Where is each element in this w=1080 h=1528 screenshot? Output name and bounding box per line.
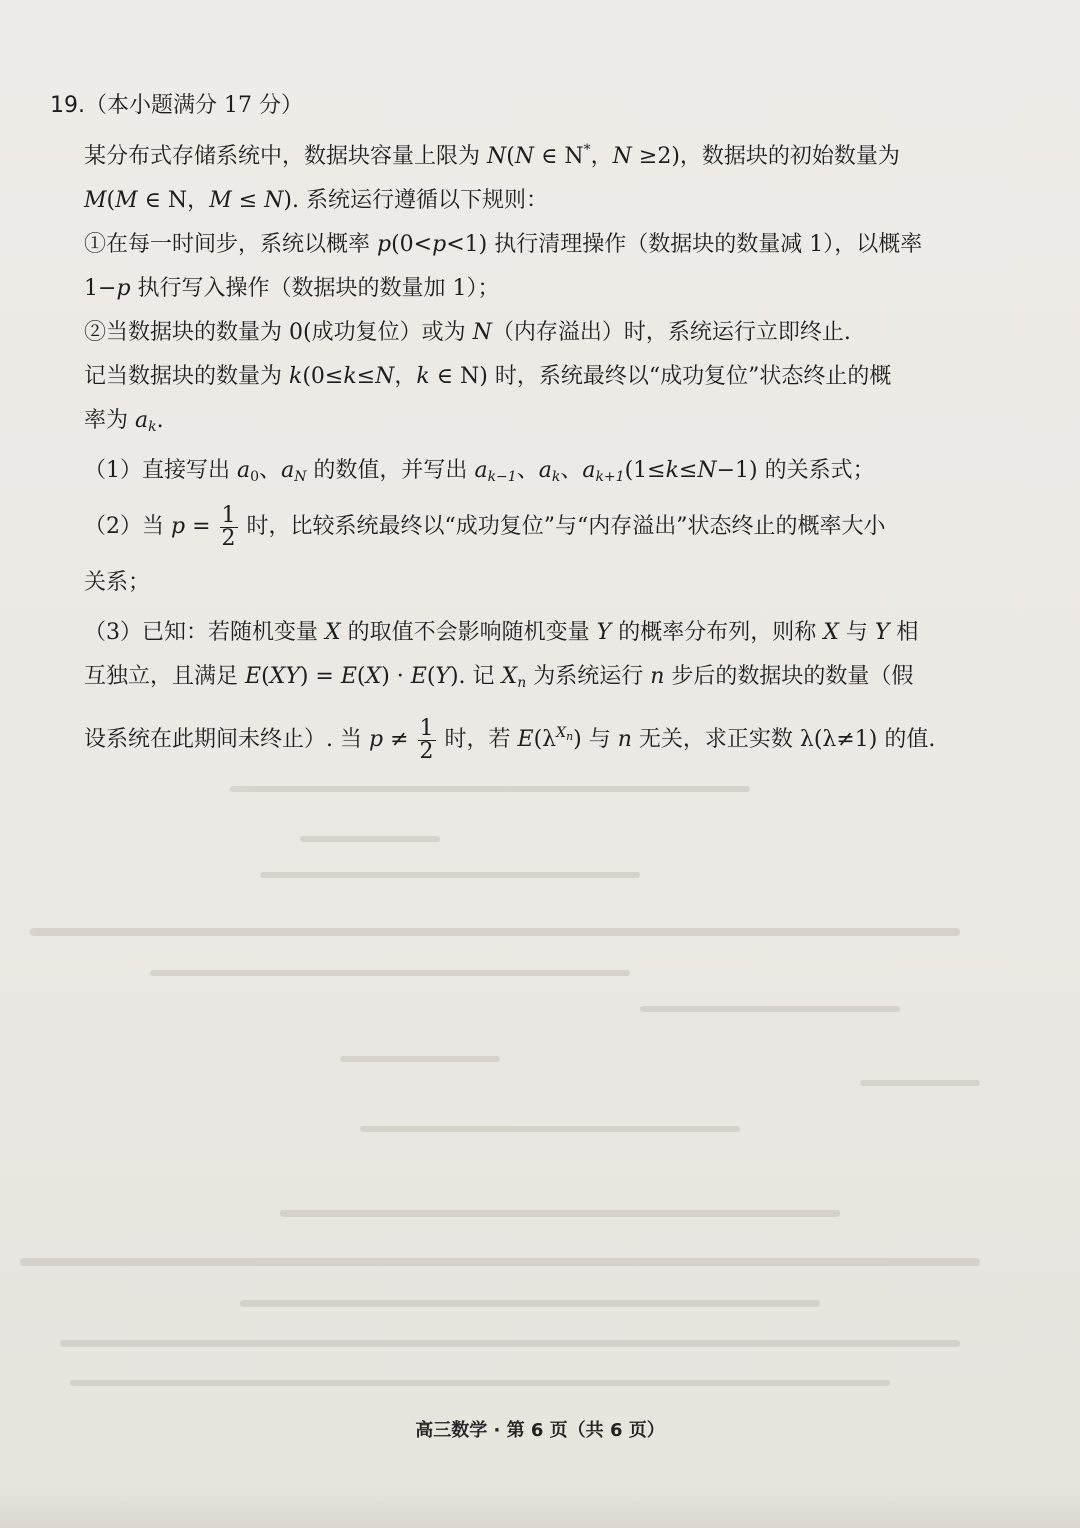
text: （内存溢出）时，系统运行立即终止. <box>491 320 851 345</box>
math-y: Y <box>435 664 450 689</box>
text: 设系统在此期间未终止）. 当 <box>84 727 369 752</box>
rule-1-line-1 <box>50 223 1000 267</box>
ghost-line <box>360 1126 740 1132</box>
ghost-line <box>300 836 440 842</box>
text: ( <box>506 144 515 169</box>
math-n: N <box>612 144 632 169</box>
text: (1≤ <box>624 458 666 483</box>
math-p: p <box>377 232 392 257</box>
text: ( <box>356 664 366 689</box>
fraction-denominator: 2 <box>419 738 434 764</box>
text: ). 记 <box>449 664 502 689</box>
ghost-line <box>60 1340 960 1347</box>
fraction-denominator: 2 <box>221 525 236 551</box>
definition-line-1 <box>50 355 1000 399</box>
text: 时，若 <box>437 727 518 752</box>
math-e: E <box>517 727 534 752</box>
math-a: a <box>135 408 149 433</box>
text: ( <box>106 188 116 213</box>
problem-19 <box>50 84 1000 768</box>
text: 的取值不会影响随机变量 <box>340 620 597 645</box>
text: ①在每一时间步，系统以概率 <box>84 232 377 257</box>
text: . <box>156 408 164 433</box>
math-n: n <box>650 664 665 689</box>
text: 执行写入操作（数据块的数量加 1）； <box>130 276 500 301</box>
ghost-line <box>70 1380 890 1386</box>
question-2-line-2 <box>50 561 1000 605</box>
text: ) · <box>381 664 411 689</box>
ghost-line <box>30 928 960 936</box>
intro-line-2 <box>50 179 1000 223</box>
math-a: a <box>237 458 251 483</box>
math-k: k <box>665 458 679 483</box>
text: 步后的数据块的数量（假 <box>664 664 914 689</box>
question-2-line-1 <box>50 499 1000 555</box>
text: 无关，求正实数 λ(λ≠1) 的值. <box>631 727 936 752</box>
text: ). 系统运行遵循以下规则： <box>283 188 548 213</box>
superscript-subscript: n <box>566 730 574 743</box>
text: 率为 <box>84 408 135 433</box>
text: 、 <box>516 458 539 483</box>
text: 关系； <box>84 570 151 595</box>
definition-line-2 <box>50 399 1000 449</box>
subscript: k+1 <box>595 469 625 485</box>
math-a: a <box>474 458 488 483</box>
math-xy: XY <box>269 664 300 689</box>
text: ， <box>590 144 613 169</box>
math-p: p <box>171 514 186 539</box>
ghost-line <box>240 1300 820 1307</box>
text: ≥2)，数据块的初始数量为 <box>631 144 900 169</box>
question-3-line-1 <box>50 611 1000 655</box>
ghost-line <box>860 1080 980 1086</box>
rule-1-line-2 <box>50 267 1000 311</box>
text: ) 与 <box>573 727 618 752</box>
text: ∈ N) 时，系统最终以“成功复位”状态终止的概 <box>429 364 892 389</box>
problem-header <box>50 84 1000 128</box>
ghost-line <box>150 970 630 976</box>
math-n: n <box>617 727 632 752</box>
text: ②当数据块的数量为 0(成功复位）或为 <box>84 320 473 345</box>
page-footer: 高三数学 · 第 6 页（共 6 页） <box>415 1420 665 1441</box>
text: 互独立，且满足 <box>84 664 245 689</box>
question-3-line-3 <box>50 705 1000 768</box>
subscript: k <box>148 419 157 435</box>
math-y: Y <box>596 620 612 645</box>
text: ≠ <box>383 727 416 752</box>
math-x: X <box>823 620 839 645</box>
text: (0< <box>391 232 433 257</box>
text: 时，比较系统最终以“成功复位”与“内存溢出”状态终止的概率大小 <box>239 514 886 539</box>
text: (λ <box>533 727 557 752</box>
text: = <box>185 514 218 539</box>
text: 某分布式存储系统中，数据块容量上限为 <box>84 144 487 169</box>
ghost-line <box>260 872 640 878</box>
math-x: X <box>325 620 341 645</box>
math-n: N <box>514 144 535 169</box>
bottom-edge-shadow <box>0 1488 1080 1528</box>
fraction-one-half <box>418 715 436 764</box>
ghost-line <box>230 786 750 792</box>
text: 为系统运行 <box>526 664 651 689</box>
text: （3）已知：若随机变量 <box>84 620 325 645</box>
math-n: N <box>472 320 492 345</box>
ghost-line <box>640 1006 900 1012</box>
math-m: M <box>115 188 138 213</box>
intro-line-1 <box>50 128 1000 179</box>
text: 1− <box>84 276 117 301</box>
ghost-line <box>20 1258 980 1266</box>
math-a: a <box>582 458 596 483</box>
text: 的概率分布列，则称 <box>611 620 824 645</box>
superscript: X <box>556 725 567 741</box>
fraction-numerator: 1 <box>419 715 434 741</box>
text: ( <box>426 664 436 689</box>
math-e: E <box>340 664 357 689</box>
subscript: 0 <box>250 469 260 485</box>
text: ∈ N <box>534 144 584 169</box>
ghost-line <box>280 1210 840 1217</box>
text: 的数值，并写出 <box>306 458 475 483</box>
text: 、 <box>560 458 583 483</box>
text: 与 <box>838 620 875 645</box>
text: ≤ <box>678 458 698 483</box>
rule-2 <box>50 311 1000 355</box>
math-n: N <box>375 364 395 389</box>
show-through-texture <box>0 780 1080 1400</box>
text: 记当数据块的数量为 <box>84 364 289 389</box>
math-x: X <box>365 664 382 689</box>
problem-number: 19. <box>50 93 85 118</box>
math-n: N <box>697 458 717 483</box>
text: ∈ N， <box>137 188 210 213</box>
math-n: N <box>487 144 507 169</box>
text: （2）当 <box>84 514 171 539</box>
subscript: N <box>294 469 307 485</box>
math-e: E <box>410 664 427 689</box>
subscript: n <box>517 675 527 691</box>
math-n: N <box>264 188 284 213</box>
math-k: k <box>343 364 357 389</box>
text: −1) 的关系式； <box>716 458 875 483</box>
show-through-marks <box>0 780 1080 1400</box>
subscript: k−1 <box>487 469 517 485</box>
text: ≤ <box>356 364 376 389</box>
text: ( <box>261 664 270 689</box>
question-1 <box>50 449 1000 499</box>
math-a: a <box>538 458 552 483</box>
ghost-line <box>340 1056 500 1062</box>
problem-score: （本小题满分 17 分） <box>85 93 303 118</box>
math-k: k <box>416 364 430 389</box>
math-m: M <box>209 188 232 213</box>
subscript: k <box>551 469 561 485</box>
sup-star: * <box>583 142 591 158</box>
math-k: k <box>289 364 303 389</box>
math-a: a <box>281 458 295 483</box>
text: 、 <box>259 458 282 483</box>
math-p: p <box>116 276 131 301</box>
math-p: p <box>432 232 447 257</box>
text: ) = <box>299 664 341 689</box>
text: （1）直接写出 <box>84 458 237 483</box>
fraction-one-half <box>220 502 238 551</box>
text: ， <box>394 364 417 389</box>
math-p: p <box>368 727 384 752</box>
math-y: Y <box>874 620 890 645</box>
text: <1) 执行清理操作（数据块的数量减 1），以概率 <box>446 232 923 257</box>
math-x: X <box>501 664 518 689</box>
fraction-numerator: 1 <box>221 502 236 528</box>
text: (0≤ <box>302 364 344 389</box>
text: 相 <box>889 620 919 645</box>
question-3-line-2 <box>50 655 1000 705</box>
math-e: E <box>245 664 262 689</box>
math-m: M <box>84 188 107 213</box>
text: ≤ <box>231 188 265 213</box>
